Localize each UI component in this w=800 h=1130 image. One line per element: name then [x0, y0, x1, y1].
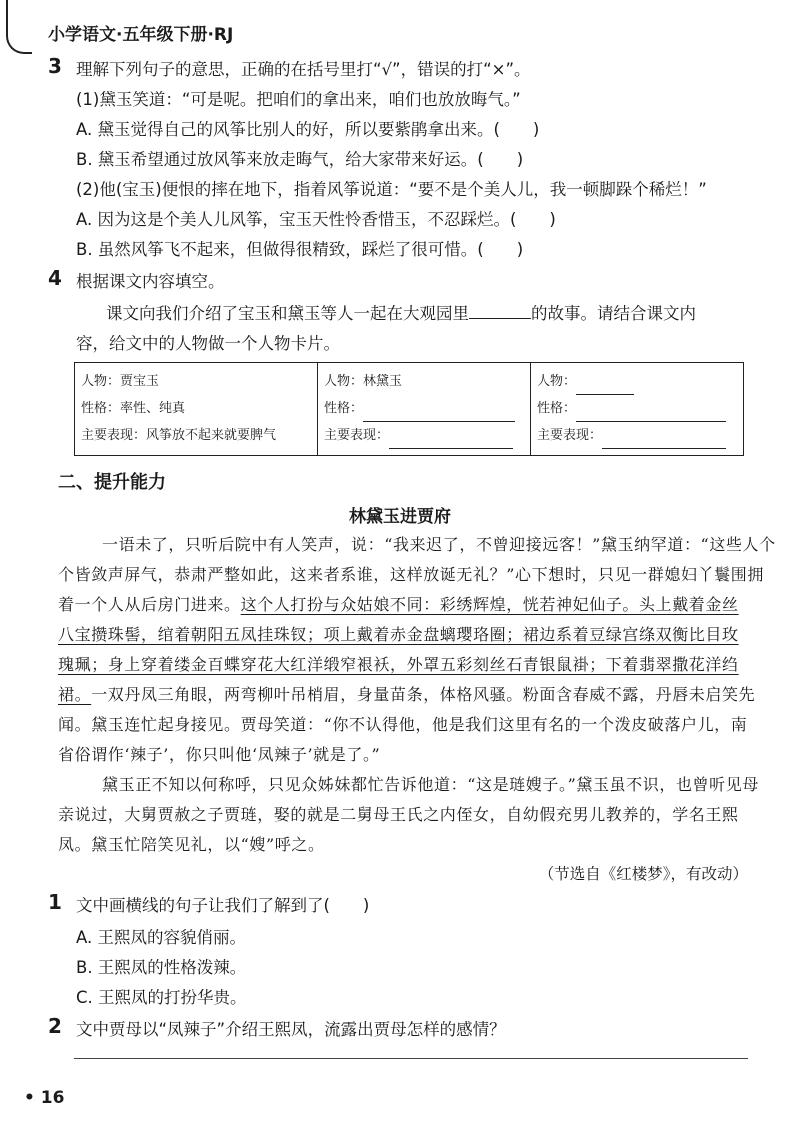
q3-sentence-1: (1)黛玉笑道：“可是呢。把咱们的拿出来，咱们也放放晦气。” [76, 90, 521, 109]
q4-fill-blank[interactable] [469, 304, 531, 319]
card-3-performance-label: 主要表现： [537, 428, 603, 443]
question-1-number: 1 [48, 890, 62, 914]
card-baoyu-name: 人物：贾宝玉 [81, 374, 160, 389]
q1-option-a[interactable]: A. 王熙凤的容貌俏丽。 [76, 928, 246, 947]
underlined-sentence: 这个人打扮与众姑娘不同：彩绣辉煌，恍若神妃仙子。头上戴着金丝 [240, 595, 739, 614]
question-1-prompt: 文中画横线的句子让我们了解到了( ) [76, 896, 370, 915]
page-number: • 16 [24, 1088, 65, 1108]
answer-line[interactable] [74, 1058, 748, 1059]
question-4-number: 4 [48, 266, 62, 290]
passage-line: 闻。黛玉连忙起身接见。贾母笑道：“你不认得他，他是我们这里有名的一个泼皮破落户儿，南 [58, 715, 748, 734]
passage-line [58, 592, 739, 615]
section-2-heading: 二、提升能力 [58, 472, 166, 493]
q3-option-1b[interactable]: B. 黛玉希望通过放风筝来放走晦气，给大家带来好运。( ) [76, 150, 524, 169]
card-daiyu-trait-blank[interactable] [363, 404, 515, 422]
q4-fill-sentence-cont: 容，给文中的人物做一个人物卡片。 [76, 334, 340, 353]
question-4-prompt: 根据课文内容填空。 [76, 272, 225, 291]
card-3-trait-row [537, 395, 737, 422]
card-daiyu-performance-label: 主要表现： [324, 428, 390, 443]
card-baoyu-performance: 主要表现：风筝放不起来就要脾气 [81, 428, 277, 443]
binding-edge [6, 0, 32, 54]
underlined-sentence: 裙。 [58, 685, 92, 704]
card-3-performance-blank[interactable] [602, 431, 726, 449]
q1-option-c[interactable]: C. 王熙凤的打扮华贵。 [76, 988, 247, 1007]
card-blank-character [531, 363, 744, 456]
passage-line: 凤。黛玉忙陪笑见礼，以“嫂”呼之。 [58, 835, 325, 854]
question-2-number: 2 [48, 1014, 62, 1038]
card-3-trait-label: 性格： [537, 401, 577, 416]
question-3-prompt: 理解下列句子的意思，正确的在括号里打“√”，错误的打“×”。 [76, 60, 531, 79]
passage-line: 省俗谓作‘辣子’，你只叫他‘凤辣子’就是了。” [58, 745, 381, 764]
card-3-name-label: 人物： [537, 374, 577, 389]
card-3-performance-row [537, 422, 737, 449]
passage-text: 着一个人从后房门进来。 [58, 595, 241, 614]
q3-option-2a[interactable]: A. 因为这是个美人儿风筝，宝玉天性怜香惜玉，不忍踩烂。( ) [76, 210, 556, 229]
q3-option-2b[interactable]: B. 虽然风筝飞不起来，但做得很精致，踩烂了很可惜。( ) [76, 240, 524, 259]
page-header: 小学语文·五年级下册·RJ [48, 25, 234, 45]
card-3-name-row [537, 368, 737, 395]
q3-option-1a[interactable]: A. 黛玉觉得自己的风筝比别人的好，所以要紫鹃拿出来。( ) [76, 120, 540, 139]
card-baoyu [75, 363, 318, 456]
card-daiyu-performance-blank[interactable] [389, 431, 513, 449]
card-daiyu [318, 363, 531, 456]
underlined-sentence: 瑰珮；身上穿着缕金百蝶穿花大红洋缎窄裉袄，外罩五彩刻丝石青银鼠褂；下着翡翠撒花洋绉 [58, 655, 739, 674]
card-3-trait-blank[interactable] [576, 404, 726, 422]
passage-title: 林黛玉进贾府 [349, 507, 451, 527]
q4-fill-post: 的故事。请结合课文内 [531, 304, 696, 323]
passage-line: 个皆敛声屏气，恭肃严整如此，这来者系谁，这样放诞无礼？”心下想时，只见一群媳妇丫鬟围拥 [58, 565, 764, 584]
q1-option-b[interactable]: B. 王熙凤的性格泼辣。 [76, 958, 247, 977]
q4-fill-sentence [106, 300, 696, 324]
card-daiyu-performance-row [324, 422, 524, 449]
card-daiyu-trait-row [324, 395, 524, 422]
passage-line: 黛玉正不知以何称呼，只见众姊妹都忙告诉他道：“这是琏嫂子。”黛玉虽不识，也曾听见母 [102, 775, 759, 794]
card-daiyu-trait-label: 性格： [324, 401, 364, 416]
question-2-prompt: 文中贾母以“凤辣子”介绍王熙凤，流露出贾母怎样的感情？ [76, 1020, 506, 1039]
passage-line: 亲说过，大舅贾赦之子贾琏，娶的就是二舅母王氏之内侄女，自幼假充男儿教养的，学名王熙 [58, 805, 739, 824]
passage-source: （节选自《红楼梦》，有改动） [538, 865, 748, 883]
card-baoyu-trait: 性格：率性、纯真 [81, 401, 186, 416]
q3-sentence-2: (2)他(宝玉)便恨的摔在地下，指着风筝说道：“要不是个美人儿，我一顿脚跺个稀烂！” [76, 180, 707, 199]
card-daiyu-name: 人物：林黛玉 [324, 374, 403, 389]
character-card-table [74, 362, 744, 456]
passage-line: 一语未了，只听后院中有人笑声，说：“我来迟了，不曾迎接远客！”黛玉纳罕道：“这些人个 [102, 535, 776, 554]
q4-fill-pre: 课文向我们介绍了宝玉和黛玉等人一起在大观园里 [106, 304, 469, 323]
passage-text: 一双丹凤三角眼，两弯柳叶吊梢眉，身量苗条，体格风骚。粉面含春威不露，丹唇未启笑先 [91, 685, 756, 704]
passage-line [58, 682, 755, 705]
card-3-name-blank[interactable] [576, 377, 634, 395]
question-3-number: 3 [48, 54, 62, 78]
underlined-sentence: 八宝攒珠髻，绾着朝阳五凤挂珠钗；项上戴着赤金盘螭璎珞圈；裙边系着豆绿宫绦双衡比目玫 [58, 625, 739, 644]
